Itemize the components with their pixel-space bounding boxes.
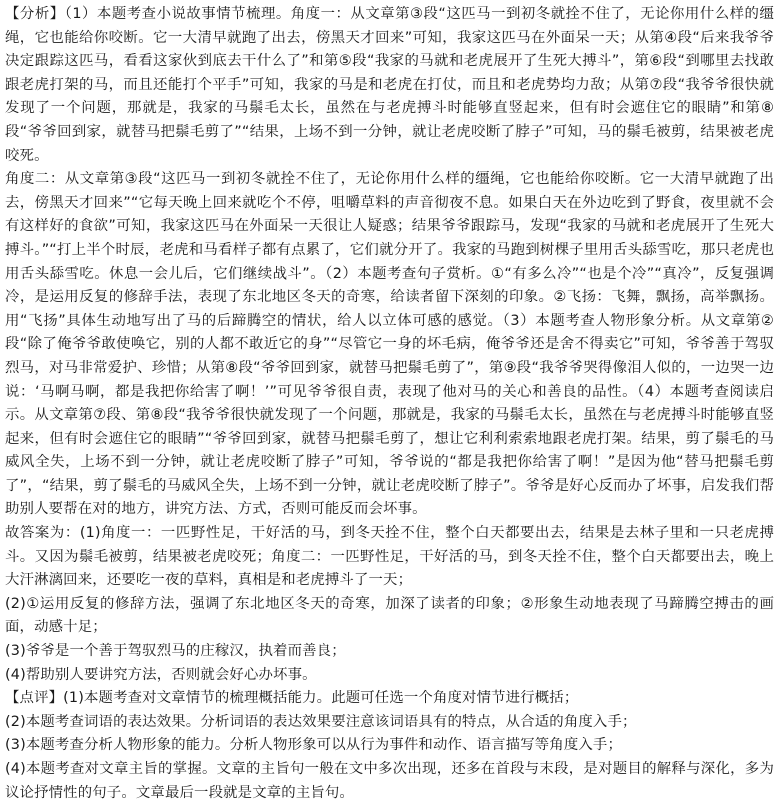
comment-paragraph-3: (3)本题考查分析人物形象的能力。分析人物形象可以从行为事件和动作、语言描写等角度入手； — [5, 737, 623, 754]
analysis-paragraph-1: 【分析】（1）本题考查小说故事情节梳理。角度一：从文章第③段“这匹马一到初冬就拴不住了，无论你用什么样的缰绳，它也能给你咬断。它一大清早就跑了出去，傍黑天才回来”可知，我家这匹马在外面呆一天；从第④段“后来我爷爷决定跟踪这匹马，看看这家伙到底去干什么了”和第⑤段“我家的马就和老虎展开了生死大搏斗”，第⑥段“到哪里去找敢跟老虎打架的马，而且还能打个平手”可知，我家的马是和老虎在打仗，而且和老虎势均力敌；从第⑦段“我爷爷很快就发现了一个问题，那就是，我家的马鬃毛太长，虽然在与老虎搏斗时能够直竖起来，但有时会遮住它的眼睛”和第⑧段“爷爷回到家，就替马把鬃毛剪了”“结果，上场不到一分钟，就让老虎咬断了脖子”可知，马的鬃毛被剪，结果被老虎咬死。 — [5, 6, 774, 164]
comment-paragraph-4: (4)本题考查对文章主旨的掌握。文章的主旨句一般在文中多次出现，还多在首段与末段，是对题目的解释与深化，多为议论抒情性的句子。文章最后一段就是文章的主旨句。 — [5, 761, 774, 801]
answer-paragraph-2: (2)①运用反复的修辞方法，强调了东北地区冬天的奇寒，加深了读者的印象；②形象生动地表现了马蹄腾空搏击的画面，动感十足； — [5, 595, 774, 636]
analysis-paragraph-2: 角度二：从文章第③段“这匹马一到初冬就拴不住了，无论你用什么样的缰绳，它也能给你咬断。它一大清早就跑了出去，傍黑天才回来”“它每天晚上回来就吃个不停，咀嚼草料的声音彻夜不息。如果白天在外边吃到了野食，夜里就不会有这样好的食欲”可知，我家这匹马在外面呆一天很让人疑惑；结果爷爷跟踪马，发现“我家的马就和老虎展开了生死大搏斗。”“打上半个时辰，老虎和马看样子都有点累了，它们就分开了。我家的马跑到树棵子里用舌头舔雪吃，那只老虎也用舌头舔雪吃。休息一会儿后，它们继续战斗”。（2）本题考查句子赏析。①“有多么冷”“也是个冷”“真冷”，反复强调冷，是运用反复的修辞手法，表现了东北地区冬天的奇寒，给读者留下深刻的印象。②飞扬：飞舞，飘扬，高举飘扬。用“飞扬”具体生动地写出了马的后蹄腾空的情状，给人以立体可感的感觉。（3）本题考查人物形象分析。从文章第②段“除了俺爷爷敢使唤它，别的人都不敢近它的身”“尽管它一身的坏毛病，俺爷爷还是舍不得卖它”可知，爷爷善于驾驭烈马，对马非常爱护、珍惜；从第⑧段“爷爷回到家，就替马把鬃毛剪了”，第⑨段“我爷爷哭得像泪人似的，一边哭一边说：‘马啊马啊，都是我把你给害了啊！’”可见爷爷很自责，表现了他对马的关心和善良的品性。（4）本题考查阅读启示。从文章第⑦段、第⑧段“我爷爷很快就发现了一个问题，那就是，我家的马鬃毛太长，虽然在与老虎搏斗时能够直竖起来，但有时会遮住它的眼睛”“爷爷回到家，就替马把鬃毛剪了，想让它利利索索地跟老虎打架。结果，剪了鬃毛的马威风全失，上场不到一分钟，就让老虎咬断了脖子”可知，爷爷说的“都是我把你给害了啊！”是因为他“替马把鬃毛剪了”，“结果，剪了鬃毛的马威风全失，上场不到一分钟，就让老虎咬断了脖子”。爷爷是好心反而办了坏事，启发我们帮助别人要帮在对的地方，讲究方法、方式，否则可能反而会坏事。 — [5, 171, 774, 518]
answer-paragraph-1: 故答案为：(1)角度一：一匹野性足，干好活的马，到冬天拴不住，整个白天都要出去，结果是去林子里和一只老虎搏斗。又因为鬃毛被剪，结果被老虎咬死；角度二：一匹野性足，干好活的马，到冬天拴不住，整个白天都要出去，晚上大汗淋漓回来，还要吃一夜的草料，真相是和老虎搏斗了一天； — [5, 525, 774, 589]
answer-paragraph-3: (3)爷爷是一个善于驾驭烈马的庄稼汉，执着而善良； — [5, 643, 346, 660]
comment-paragraph-2: (2)本题考查词语的表达效果。分析词语的表达效果要注意该词语具有的特点，从合适的角度入手； — [5, 713, 637, 730]
comment-paragraph-1: 【点评】(1)本题考查对文章情节的梳理概括能力。此题可任选一个角度对情节进行概括； — [5, 690, 579, 707]
answer-paragraph-4: (4)帮助别人要讲究方法，否则就会好心办坏事。 — [5, 666, 317, 683]
